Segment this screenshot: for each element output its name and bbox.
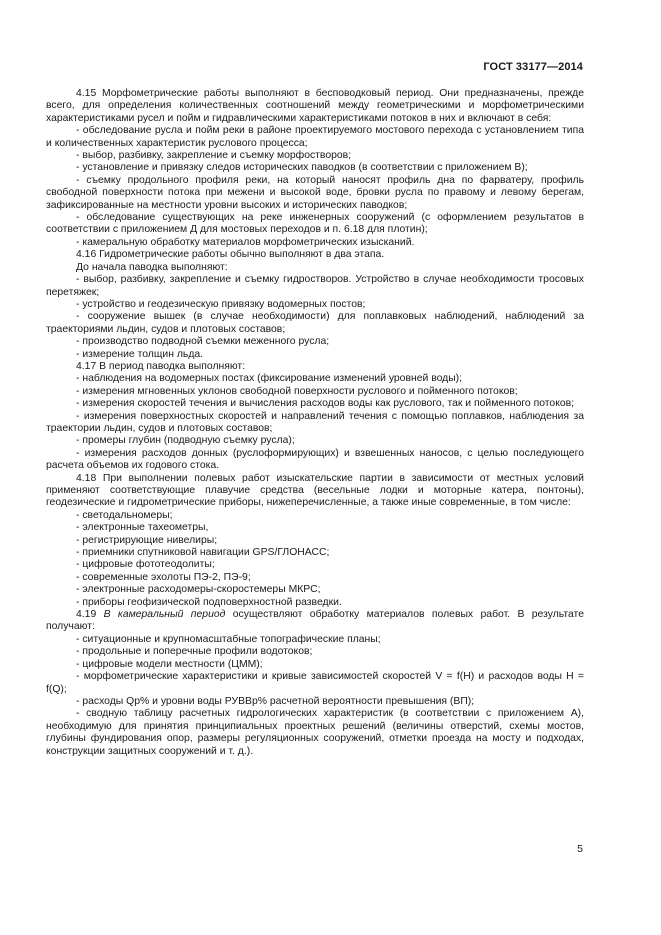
list-item: - ситуационные и крупномасштабные топографические планы; (76, 633, 381, 645)
page-number: 5 (577, 843, 583, 855)
standard-designation: ГОСТ 33177—2014 (483, 61, 583, 73)
list-item: - электронные тахеометры, (76, 522, 209, 534)
paragraph-before-flood: До начала паводка выполняют: (76, 261, 228, 273)
list-item: - обследование русла и пойм реки в районе проектируемого мостового перехода с установлением типа и количественных характеристик руслового процесса; (46, 125, 584, 149)
list-item: - промеры глубин (подводную съемку русла); (76, 435, 295, 447)
emphasis-text: В камеральный период (103, 609, 226, 621)
list-item: - камеральную обработку материалов морфометрических изысканий. (76, 236, 415, 248)
list-item: - электронные расходомеры-скоростемеры МКРС; (76, 584, 321, 596)
list-item: - установление и привязку следов исторических паводков (в соответствии с приложением В); (76, 162, 528, 174)
list-item: - наблюдения на водомерных постах (фиксирование изменений уровней воды); (76, 373, 463, 385)
list-item: - выбор, разбивку, закрепление и съемку гидростворов. Устройство в случае необходимости тросовых перетяжек; (46, 274, 584, 298)
paragraph-4-17: 4.17 В период паводка выполняют: (76, 360, 246, 372)
list-item: - продольные и поперечные профили водотоков; (76, 646, 313, 658)
list-item: - измерения скоростей течения и вычисления расходов воды как руслового, так и пойменного потоков; (76, 398, 575, 410)
list-item: - выбор, разбивку, закрепление и съемку морфостворов; (76, 150, 352, 162)
paragraph-4-18: 4.18 При выполнении полевых работ изыскательские партии в зависимости от местных условий применяют соответствующие плавучие средства (весельные лодки и моторные катера, понтоны), геодезические и гидрометрические приборы, нижеперечисленные, а также иные современные, в том числе: (46, 472, 584, 509)
list-item: - измерения расходов донных (руслоформирующих) и взвешенных наносов, с целью последующего расчета объемов их годового стока. (46, 447, 584, 472)
list-item: - светодальномеры; (76, 509, 173, 521)
list-item: - сводную таблицу расчетных гидрологических характеристик (в соответствии с приложением А), необходимую для принятия принципиальных проектных решений (величины отверстий, схемы мостов, глубины фундирования опор, размеры регуляционных сооружений, отметки проезда на мосту и подходах, конструкции защитных сооружений и т. д.). (46, 708, 584, 757)
list-item: - приемники спутниковой навигации GPS/ГЛОНАСС; (76, 547, 330, 559)
list-item: - производство подводной съемки меженного русла; (76, 336, 330, 348)
list-item: - измерения мгновенных уклонов свободной поверхности руслового и пойменного потоков; (76, 385, 518, 397)
list-item: - измерение толщин льда. (76, 348, 204, 360)
list-item: - измерения поверхностных скоростей и направлений течения с помощью поплавков, наблюдения за траектории льдин, судов и плотовых составов; (46, 410, 584, 434)
list-item: - съемку продольного профиля реки, на который наносят профиль дна по фарватеру, профиль свободной поверхности потока при межени и высокой воде, бровки русла по правому и левому берегам, зафиксированные на местности уровни высоких и исторических паводков; (46, 174, 584, 211)
list-item: - цифровые модели местности (ЦММ); (76, 658, 263, 670)
list-item: - обследование существующих на реке инженерных сооружений (с оформлением результатов в соответствии с приложением Д для мостовых переходов и п. 6.18 для плотин); (46, 212, 584, 236)
list-item: - современные эхолоты ПЭ-2, ПЭ-9; (76, 571, 251, 583)
paragraph-4-15: 4.15 Морфометрические работы выполняют в бесповодковый период. Они предназначены, прежде всего, для определения количественных соотношений между геометрическими и морфометрическими характеристиками русел и пойм и гидравлическими характеристиками потоков в них и включают в себя: (46, 88, 584, 124)
paragraph-4-19 (46, 609, 584, 634)
list-item: - приборы геофизической подповерхностной разведки. (76, 596, 342, 608)
paragraph-text: осуществляют обработку материалов полевых работ. В результате получают: (46, 609, 584, 633)
list-item: - регистрирующие нивелиры; (76, 534, 218, 546)
document-body (46, 88, 584, 758)
list-item: - расходы Qp% и уровни воды РУВВр% расчетной вероятности превышения (ВП); (76, 695, 475, 707)
list-item: - цифровые фототеодолиты; (76, 559, 215, 571)
paragraph-4-16: 4.16 Гидрометрические работы обычно выполняют в два этапа. (76, 249, 385, 261)
paragraph-number: 4.19 (76, 609, 104, 621)
list-item: - устройство и геодезическую привязку водомерных постов; (76, 298, 366, 310)
list-item: - сооружение вышек (в случае необходимости) для поплавковых наблюдений, наблюдений за траекториями льдин, судов и плотовых составов; (46, 311, 584, 335)
list-item: - морфометрические характеристики и кривые зависимостей скоростей V = f(H) и расходов воды H = f(Q); (46, 671, 584, 695)
